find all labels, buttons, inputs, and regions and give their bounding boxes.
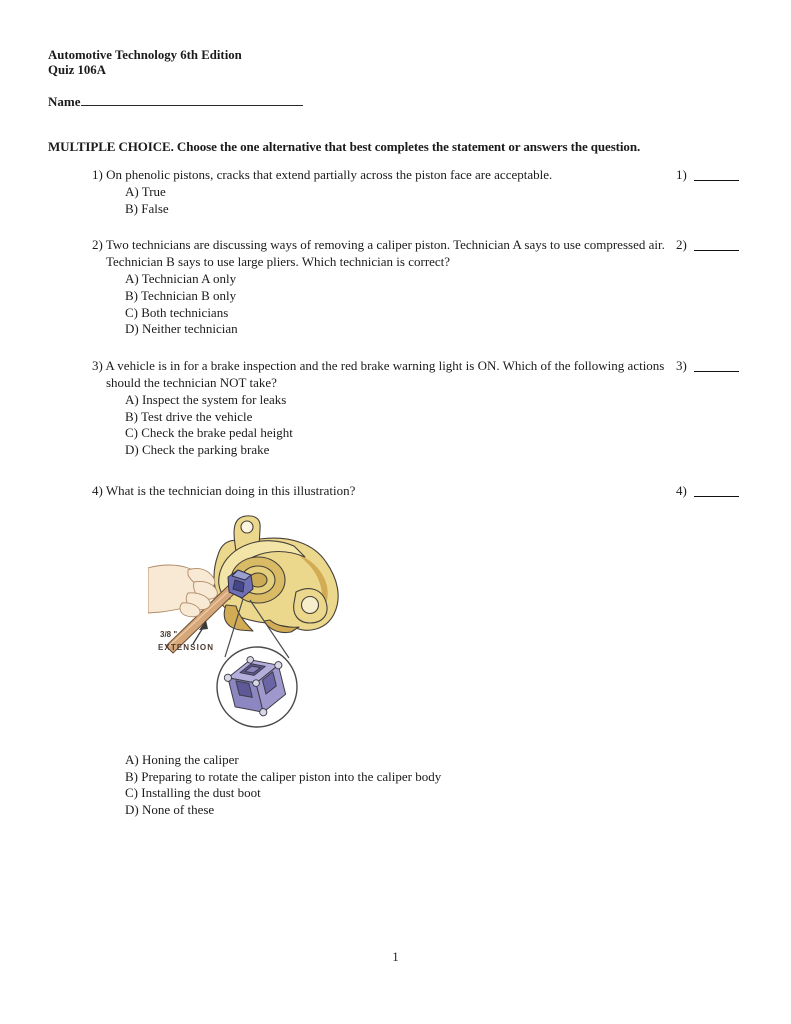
answer-slot-1: 1) bbox=[670, 167, 745, 184]
question-4 bbox=[48, 483, 745, 819]
answer-blank-2[interactable] bbox=[694, 239, 739, 251]
choice[interactable]: C) Installing the dust boot bbox=[125, 785, 261, 801]
choice[interactable]: A) Technician A only bbox=[125, 270, 237, 286]
caliper-illustration-svg bbox=[148, 510, 348, 740]
choice[interactable]: B) Preparing to rotate the caliper piston into the caliper body bbox=[125, 768, 442, 784]
question-3-text: 3) A vehicle is in for a brake inspection and the red brake warning light is ON. Which of the following actions should the technician NOT take? bbox=[92, 358, 665, 390]
instructions-heading: MULTIPLE CHOICE. Choose the one alternative that best completes the statement or answers the question. bbox=[48, 139, 641, 154]
extension-word-label: EXTENSION bbox=[158, 642, 215, 652]
question-2-text: 2) Two technicians are discussing ways of removing a caliper piston. Technician A says to use compressed air. Technician B says to use large pliers. Which technician is correct? bbox=[92, 237, 665, 270]
choice[interactable]: A) Inspect the system for leaks bbox=[125, 391, 287, 407]
choice[interactable]: B) Test drive the vehicle bbox=[125, 408, 253, 424]
question-4-text: 4) What is the technician doing in this illustration? bbox=[92, 482, 356, 498]
answer-slot-3: 3) bbox=[670, 358, 745, 375]
answer-slot-4: 4) bbox=[670, 483, 745, 500]
answer-blank-3[interactable] bbox=[694, 360, 739, 372]
choice[interactable]: D) Neither technician bbox=[125, 321, 238, 337]
choice[interactable]: A) True bbox=[125, 183, 166, 199]
name-label: Name bbox=[48, 94, 81, 109]
name-row bbox=[48, 92, 745, 110]
name-blank-line[interactable] bbox=[81, 92, 303, 106]
choice[interactable]: D) None of these bbox=[125, 802, 215, 818]
quiz-number: Quiz 106A bbox=[48, 62, 106, 77]
question-list bbox=[48, 167, 745, 819]
question-2-choices bbox=[92, 271, 670, 338]
answer-blank-4[interactable] bbox=[694, 485, 739, 497]
choice[interactable]: B) Technician B only bbox=[125, 287, 237, 303]
caliper-illustration bbox=[148, 510, 348, 740]
choice[interactable]: D) Check the parking brake bbox=[125, 442, 270, 458]
page-number: 1 bbox=[392, 950, 399, 964]
question-3 bbox=[48, 358, 745, 459]
choice[interactable]: A) Honing the caliper bbox=[125, 751, 239, 767]
question-2 bbox=[48, 237, 745, 338]
question-4-choices bbox=[92, 752, 670, 819]
document-title: Automotive Technology 6th Edition bbox=[48, 48, 242, 62]
answer-blank-1[interactable] bbox=[694, 169, 739, 181]
question-1 bbox=[48, 167, 745, 217]
question-3-choices bbox=[92, 392, 670, 459]
question-1-choices bbox=[92, 184, 670, 218]
extension-size-label: 3/8 " bbox=[160, 629, 178, 639]
answer-slot-2: 2) bbox=[670, 237, 745, 254]
choice[interactable]: B) False bbox=[125, 200, 169, 216]
question-1-text: 1) On phenolic pistons, cracks that extend partially across the piston face are acceptable. bbox=[92, 167, 553, 182]
choice[interactable]: C) Both technicians bbox=[125, 304, 229, 320]
choice[interactable]: C) Check the brake pedal height bbox=[125, 425, 293, 441]
